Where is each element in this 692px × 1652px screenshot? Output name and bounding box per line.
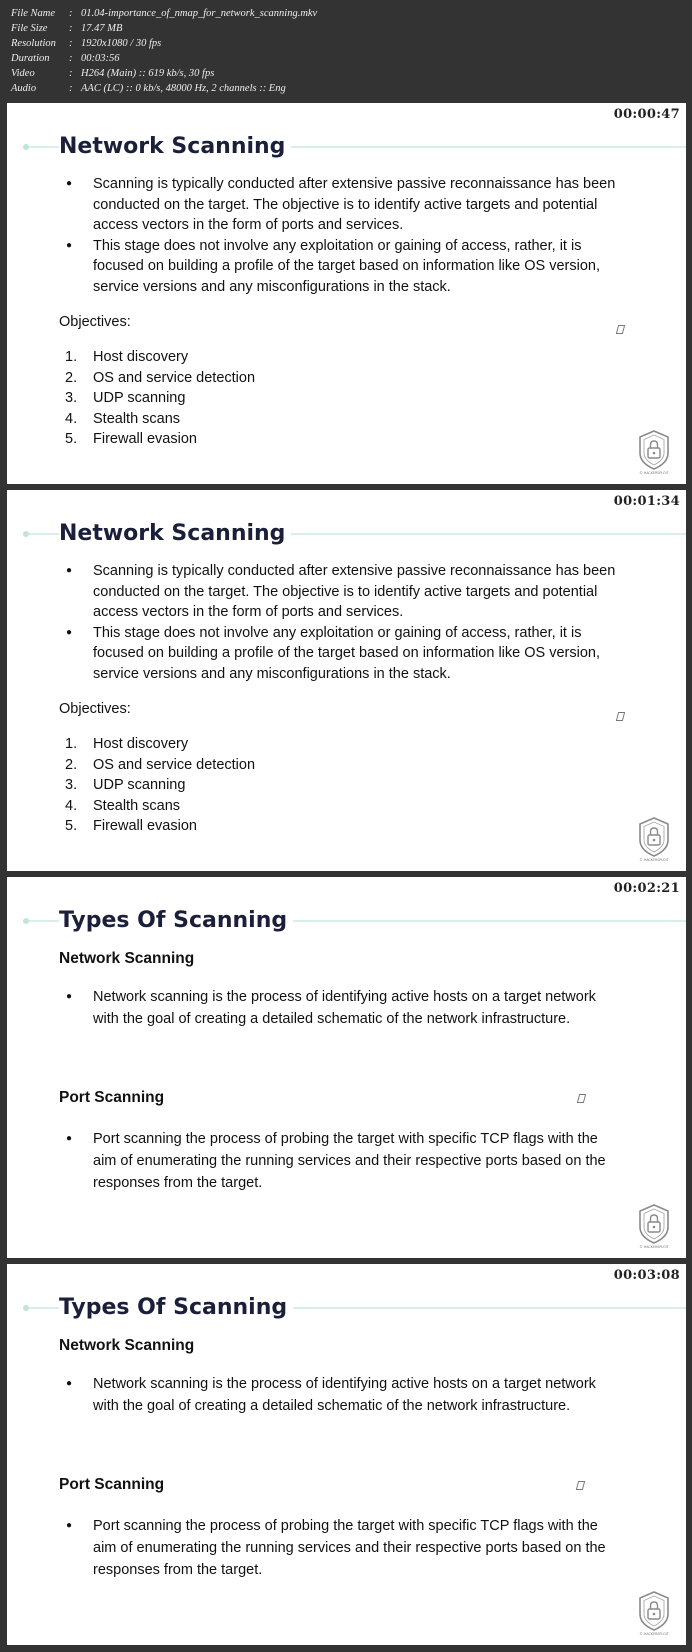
frame-timestamp: 00:00:47 bbox=[613, 107, 680, 122]
bullet-item: ● Scanning is typically conducted after extensive passive reconnaissance has been conducted on the target. The objective is to identify active targets and potential access vectors in the form of ports and services. bbox=[59, 561, 619, 623]
metadata-key: Video bbox=[11, 68, 35, 79]
objective-number: 5. bbox=[65, 818, 78, 834]
objective-number: 5. bbox=[65, 431, 78, 447]
objectives-label: Objectives: bbox=[59, 701, 131, 717]
bullet-item: ● Port scanning the process of probing the target with specific TCP flags with the aim of enumerating the running services and their respective ports based on the responses from the target. bbox=[59, 1128, 619, 1194]
objective-text: UDP scanning bbox=[93, 390, 186, 406]
metadata-colon: : bbox=[69, 8, 73, 19]
metadata-key: Resolution bbox=[11, 38, 56, 49]
metadata-colon: : bbox=[69, 83, 73, 94]
mouse-cursor-icon bbox=[576, 1481, 585, 1490]
section-heading: Network Scanning bbox=[59, 950, 195, 967]
metadata-value: AAC (LC) :: 0 kb/s, 48000 Hz, 2 channels :: Eng bbox=[81, 83, 286, 94]
objective-item bbox=[59, 775, 459, 796]
objective-number: 4. bbox=[65, 797, 78, 814]
objective-item bbox=[59, 347, 459, 368]
metadata-key: Duration bbox=[11, 53, 50, 64]
objective-number: 3. bbox=[65, 777, 78, 793]
bullet-list bbox=[59, 174, 619, 297]
objective-number: 2. bbox=[65, 369, 78, 386]
objective-item bbox=[59, 755, 459, 776]
objective-number: 3. bbox=[65, 390, 78, 406]
objective-item bbox=[59, 409, 459, 430]
objective-text: Firewall evasion bbox=[93, 818, 197, 834]
objective-number: 1. bbox=[65, 349, 78, 365]
objective-item bbox=[59, 734, 459, 755]
video-frame-1 bbox=[7, 103, 686, 484]
section-heading: Network Scanning bbox=[59, 1337, 195, 1354]
hackersploit-logo-icon bbox=[637, 816, 671, 862]
video-frame-4 bbox=[7, 1264, 686, 1645]
bullet-item: ● This stage does not involve any exploitation or gaining of access, rather, it is focused on building a profile of the target based on information like OS version, service versions and any misconfigurations in the stack. bbox=[59, 236, 619, 298]
metadata-colon: : bbox=[69, 38, 73, 49]
slide-title: Network Scanning bbox=[59, 134, 291, 160]
title-divider-dot bbox=[23, 531, 29, 537]
metadata-value: H264 (Main) :: 619 kb/s, 30 fps bbox=[81, 68, 215, 79]
metadata-value: 17.47 MB bbox=[81, 23, 123, 34]
slide-title: Network Scanning bbox=[59, 521, 291, 547]
frame-timestamp: 00:03:08 bbox=[613, 1268, 680, 1283]
bullet-item: ● Port scanning the process of probing the target with specific TCP flags with the aim of enumerating the running services and their respective ports based on the responses from the target. bbox=[59, 1515, 619, 1581]
title-divider-dot bbox=[23, 918, 29, 924]
metadata-colon: : bbox=[69, 68, 73, 79]
title-divider-dot bbox=[23, 144, 29, 150]
metadata-value: 00:03:56 bbox=[81, 53, 120, 64]
section-heading: Port Scanning bbox=[59, 1476, 165, 1493]
frame-timestamp: 00:01:34 bbox=[613, 494, 680, 509]
bullet-list bbox=[59, 561, 619, 684]
section-heading: Port Scanning bbox=[59, 1089, 165, 1106]
objective-number: 1. bbox=[65, 736, 78, 752]
mouse-cursor-icon bbox=[616, 325, 625, 334]
metadata-value: 1920x1080 / 30 fps bbox=[81, 38, 162, 49]
objectives-list bbox=[59, 347, 459, 450]
logo-text: © HACKERSPLOIT bbox=[639, 1632, 669, 1636]
objective-text: OS and service detection bbox=[93, 756, 256, 773]
slide-title: Types Of Scanning bbox=[59, 1295, 293, 1321]
title-divider-dot bbox=[23, 1305, 29, 1311]
objective-text: UDP scanning bbox=[93, 777, 186, 793]
metadata-value: 01.04-importance_of_nmap_for_network_scanning.mkv bbox=[81, 8, 318, 19]
hackersploit-logo-icon bbox=[637, 429, 671, 475]
logo-text: © HACKERSPLOIT bbox=[639, 471, 669, 475]
objective-text: Host discovery bbox=[93, 349, 189, 365]
objectives-label: Objectives: bbox=[59, 314, 131, 330]
slide-title: Types Of Scanning bbox=[59, 908, 293, 934]
objective-text: Firewall evasion bbox=[93, 431, 197, 447]
video-metadata-panel bbox=[0, 0, 692, 100]
metadata-colon: : bbox=[69, 53, 73, 64]
metadata-colon: : bbox=[69, 23, 73, 34]
objective-item bbox=[59, 388, 459, 409]
bullet-list bbox=[59, 1515, 619, 1581]
bullet-item: ● Scanning is typically conducted after extensive passive reconnaissance has been conducted on the target. The objective is to identify active targets and potential access vectors in the form of ports and services. bbox=[59, 174, 619, 236]
bullet-list bbox=[59, 1128, 619, 1194]
bullet-item: ● Network scanning is the process of identifying active hosts on a target network with the goal of creating a detailed schematic of the network infrastructure. bbox=[59, 986, 619, 1030]
objective-text: Stealth scans bbox=[93, 410, 181, 427]
video-frame-3 bbox=[7, 877, 686, 1258]
objective-item bbox=[59, 429, 459, 450]
logo-text: © HACKERSPLOIT bbox=[639, 858, 669, 862]
objectives-list bbox=[59, 734, 459, 837]
bullet-list bbox=[59, 1373, 619, 1417]
video-frame-2 bbox=[7, 490, 686, 871]
frame-timestamp: 00:02:21 bbox=[613, 881, 680, 896]
objective-item bbox=[59, 368, 459, 389]
objective-text: Host discovery bbox=[93, 736, 189, 752]
objective-text: OS and service detection bbox=[93, 369, 256, 386]
objective-text: Stealth scans bbox=[93, 797, 181, 814]
metadata-key: Audio bbox=[11, 83, 37, 94]
bullet-item: ● This stage does not involve any exploitation or gaining of access, rather, it is focused on building a profile of the target based on information like OS version, service versions and any misconfigurations in the stack. bbox=[59, 623, 619, 685]
bullet-list bbox=[59, 986, 619, 1030]
bullet-item: ● Network scanning is the process of identifying active hosts on a target network with the goal of creating a detailed schematic of the network infrastructure. bbox=[59, 1373, 619, 1417]
objective-item bbox=[59, 796, 459, 817]
logo-text: © HACKERSPLOIT bbox=[639, 1245, 669, 1249]
mouse-cursor-icon bbox=[577, 1094, 586, 1103]
hackersploit-logo-icon bbox=[637, 1203, 671, 1249]
objective-number: 4. bbox=[65, 410, 78, 427]
hackersploit-logo-icon bbox=[637, 1590, 671, 1636]
mouse-cursor-icon bbox=[616, 712, 625, 721]
objective-number: 2. bbox=[65, 756, 78, 773]
objective-item bbox=[59, 816, 459, 837]
metadata-key: File Name bbox=[11, 8, 56, 19]
metadata-key: File Size bbox=[11, 23, 48, 34]
